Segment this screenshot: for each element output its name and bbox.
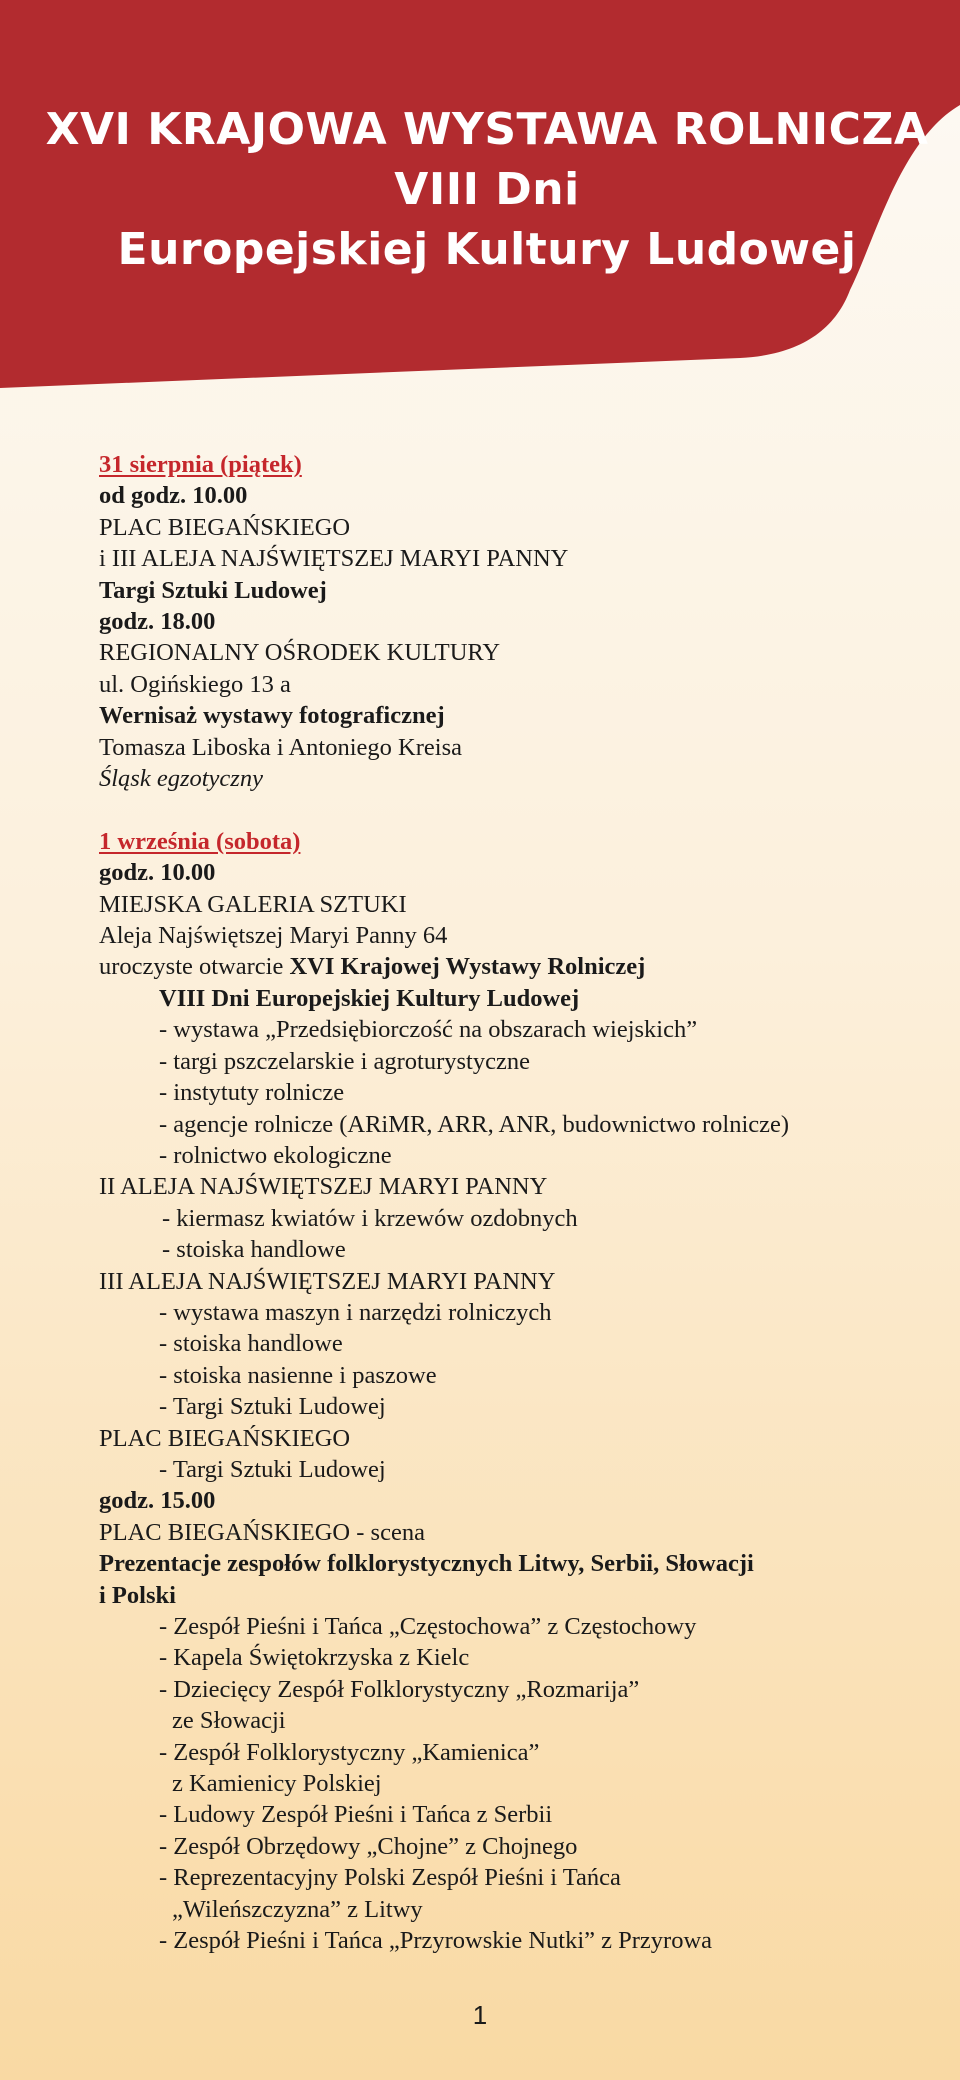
program-content xyxy=(99,449,919,1956)
presentation-line1: Prezentacje zespołów folklorystycznych Litwy, Serbii, Słowacji xyxy=(99,1550,754,1578)
day2-place1: MIEJSKA GALERIA SZTUKI xyxy=(99,890,407,918)
aleja3-item: - wystawa maszyn i narzędzi rolniczych xyxy=(159,1298,552,1326)
gallery-item: - agencje rolnicze (ARiMR, ARR, ANR, budownictwo rolnicze) xyxy=(159,1110,790,1138)
day1-place2: REGIONALNY OŚRODEK KULTURY xyxy=(99,639,501,667)
day2-address1: Aleja Najświętszej Maryi Panny 64 xyxy=(99,922,448,950)
opening-bold: XVI Krajowej Wystawy Rolniczej xyxy=(289,953,646,981)
day1-place1-line1: PLAC BIEGAŃSKIEGO xyxy=(99,513,351,541)
ensemble-item: - Kapela Świętokrzyska z Kielc xyxy=(159,1644,470,1672)
section-gap xyxy=(99,794,919,825)
title-line-3: Europejskiej Kultury Ludowej xyxy=(117,224,857,275)
gallery-item: - wystawa „Przedsiębiorczość na obszarach wiejskich” xyxy=(159,1016,698,1044)
ensemble-item-continued: „Wileńszczyzna” z Litwy xyxy=(172,1895,423,1923)
page-title xyxy=(0,100,960,280)
page-number: 1 xyxy=(472,2000,488,2030)
aleja2-item: - stoiska handlowe xyxy=(162,1236,346,1264)
plac-item: - Targi Sztuki Ludowej xyxy=(159,1455,386,1483)
day1-time2: godz. 18.00 xyxy=(99,608,216,636)
aleja3-item: - Targi Sztuki Ludowej xyxy=(159,1393,386,1421)
plac-heading: PLAC BIEGAŃSKIEGO xyxy=(99,1424,351,1452)
day1-date: 31 sierpnia (piątek) xyxy=(99,451,302,478)
gallery-item: - instytuty rolnicze xyxy=(159,1079,345,1107)
ensemble-item-continued: ze Słowacji xyxy=(172,1707,286,1735)
gallery-item: - rolnictwo ekologiczne xyxy=(159,1141,392,1169)
ensemble-item: - Reprezentacyjny Polski Zespół Pieśni i Tańca xyxy=(159,1864,621,1892)
day1-authors: Tomasza Liboska i Antoniego Kreisa xyxy=(99,733,462,761)
opening-prefix: uroczyste otwarcie xyxy=(99,953,290,981)
title-line-2: VIII Dni xyxy=(394,164,580,215)
day1-address2: ul. Ogińskiego 13 a xyxy=(99,670,291,698)
ensemble-item: - Zespół Pieśni i Tańca „Częstochowa” z Częstochowy xyxy=(159,1613,697,1641)
aleja3-item: - stoiska handlowe xyxy=(159,1330,343,1358)
day1-event1: Targi Sztuki Ludowej xyxy=(99,576,327,604)
aleja3-heading: III ALEJA NAJŚWIĘTSZEJ MARYI PANNY xyxy=(99,1267,556,1295)
day2-opening-line2: VIII Dni Europejskiej Kultury Ludowej xyxy=(159,984,580,1012)
day2-opening xyxy=(99,951,919,982)
day2-time1: godz. 10.00 xyxy=(99,859,216,887)
aleja3-item: - stoiska nasienne i paszowe xyxy=(159,1361,437,1389)
ensemble-item: - Ludowy Zespół Pieśni i Tańca z Serbii xyxy=(159,1801,553,1829)
day2-scene: PLAC BIEGAŃSKIEGO - scena xyxy=(99,1518,425,1546)
presentation-line2: i Polski xyxy=(99,1581,176,1609)
ensemble-item: - Zespół Obrzędowy „Chojne” z Chojnego xyxy=(159,1832,578,1860)
ensemble-item: - Zespół Folklorystyczny „Kamienica” xyxy=(159,1738,540,1766)
aleja2-item: - kiermasz kwiatów i krzewów ozdobnych xyxy=(162,1204,578,1232)
title-line-1: XVI KRAJOWA WYSTAWA ROLNICZA xyxy=(45,104,929,155)
aleja2-heading: II ALEJA NAJŚWIĘTSZEJ MARYI PANNY xyxy=(99,1173,548,1201)
day1-place1-line2: i III ALEJA NAJŚWIĘTSZEJ MARYI PANNY xyxy=(99,545,569,573)
day2-time2: godz. 15.00 xyxy=(99,1487,216,1515)
ensemble-item-continued: z Kamienicy Polskiej xyxy=(172,1770,382,1798)
day1-time1: od godz. 10.00 xyxy=(99,482,248,510)
ensemble-item: - Zespół Pieśni i Tańca „Przyrowskie Nutki” z Przyrowa xyxy=(159,1927,713,1955)
day1-event2: Wernisaż wystawy fotograficznej xyxy=(99,702,445,730)
day1-exhibition-title: Śląsk egzotyczny xyxy=(99,765,263,793)
gallery-item: - targi pszczelarskie i agroturystyczne xyxy=(159,1047,530,1075)
day2-date: 1 września (sobota) xyxy=(99,827,301,855)
ensemble-item: - Dziecięcy Zespół Folklorystyczny „Rozmarija” xyxy=(159,1675,640,1703)
